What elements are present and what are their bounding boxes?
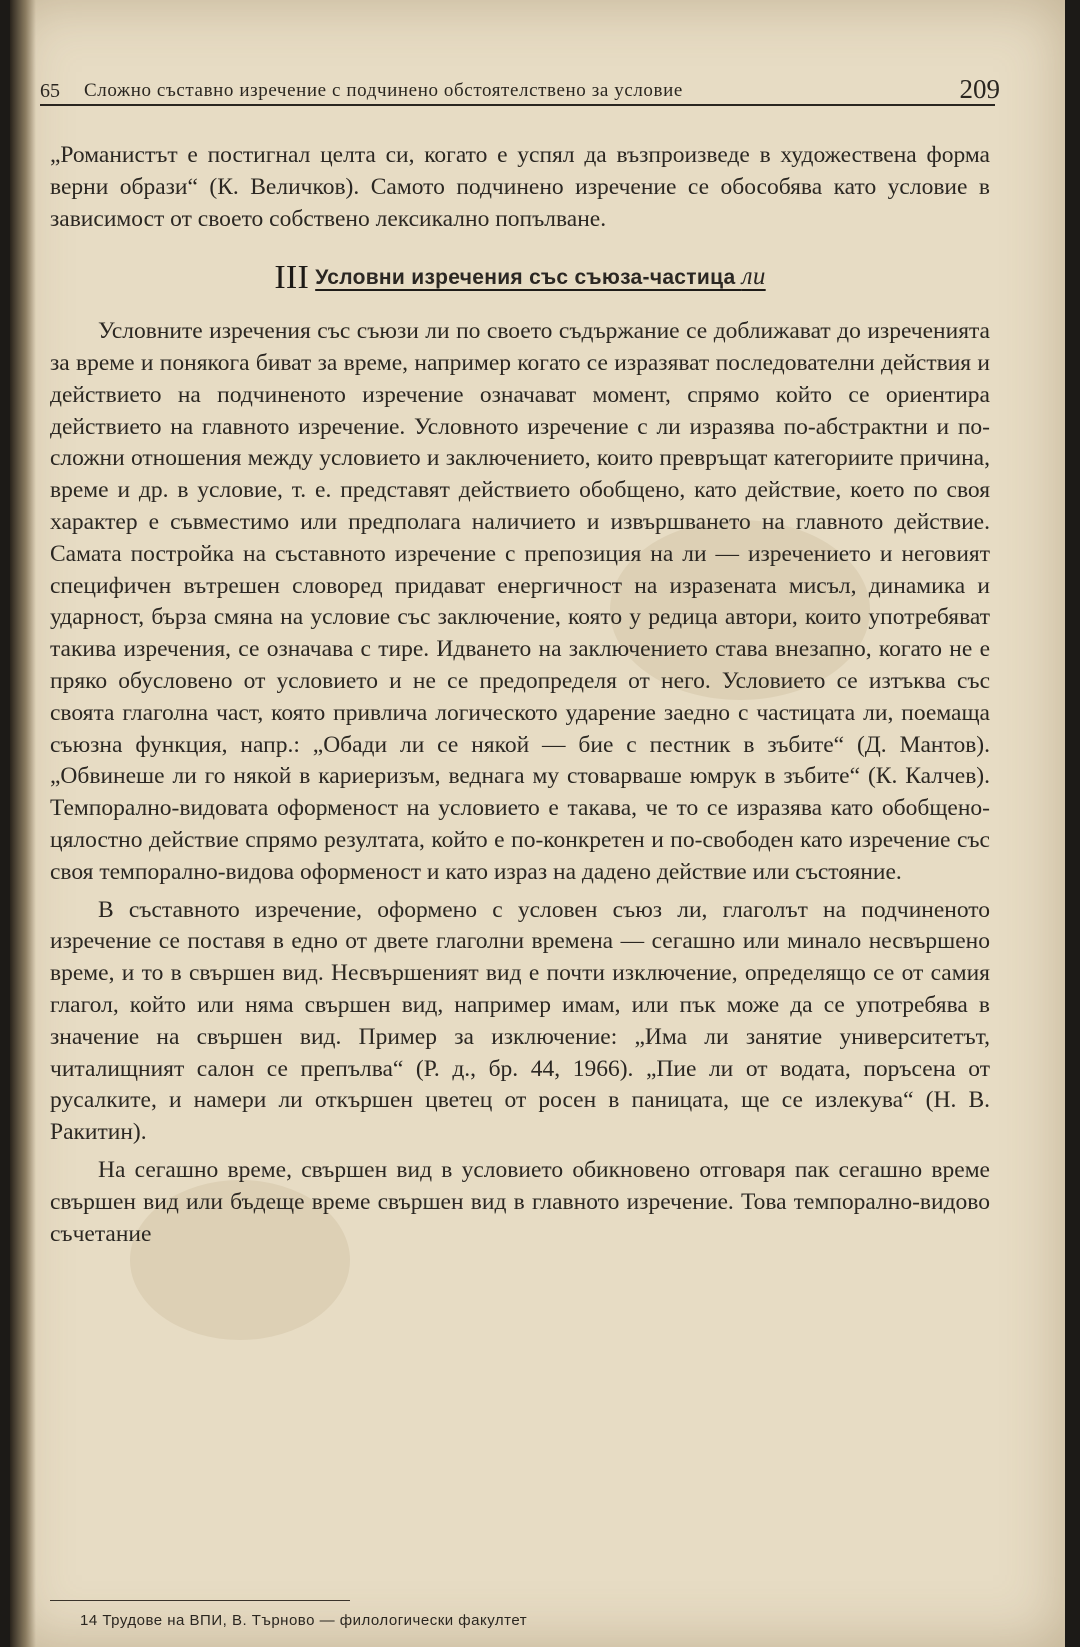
book-page xyxy=(10,0,1065,1647)
body-text xyxy=(50,140,990,1250)
heading-italic: ли xyxy=(741,263,766,291)
section-number: 65 xyxy=(40,80,60,102)
running-header xyxy=(40,76,1000,112)
page-number: 209 xyxy=(959,74,1000,104)
header-title: Сложно съставно изречение с подчинено обстоятелствено за условие xyxy=(84,80,683,101)
paragraph-2: Условните изречения със съюзи ли по своето съдържание се доближават до изреченията за време и понякога биват за време, например когато се изразяват последователни действия и действието на подчиненото изречение означават момент, спрямо който се ориентира действието на главното изречение. Условното изречение с ли изразява по-абстрактни и по-сложни отношения между условието и заключението, които превръщат категориите причина, време и др. в условие, т. е. представят действието обобщено, като действие, което по своя характер е съвместимо или предполага наличието и извършването на главното действие. Самата постройка на съставното изречение с препозиция на ли — изречението и неговият специфичен вътрешен словоред придават енергичност на изразената мисъл, динамика и ударност, бърза смяна на условие със заключение, която у редица автори, които употребяват такива изречения, се означава с тире. Идването на заключението става внезапно, когато не е пряко обусловено от условието и не се предопределя от него. Условието се изтъква със своята глаголна част, която привлича логическото ударение заедно с частицата ли, поемаща съюзна функция, напр.: „Обади ли се някой — бие с пестник в зъбите“ (Д. Мантов). „Обвинеше ли го някой в кариеризъм, веднага му стоварваше юмрук в зъбите“ (К. Калчев). Темпорално-видовата оформеност на условието е такава, че то се изразява като обобщено-цялостно действие спрямо резултата, който е по-конкретен и по-свободен като изречение със своя темпорално-видова оформеност и като израз на дадено действие или състояние. xyxy=(50,318,990,885)
section-heading xyxy=(50,259,990,297)
footer-rule xyxy=(50,1600,350,1601)
paragraph-3: В съставното изречение, оформено с условен съюз ли, глаголът на подчиненото изречение се поставя в едно от двете глаголни времена — сегашно или минало несвършено време, и то в свършен вид. Несвършеният вид е почти изключение, определящо се от самия глагол, който или няма свършен вид, например имам, или пък може да се употребява в значение на свършен вид. Пример за изключение: „Има ли занятие университетът, читалищният салон се препълва“ (Р. д., бр. 44, 1966). „Пие ли от водата, поръсена от русалките, и намери ли откършен цветец от росен в паницата, ще се излекува“ (Н. В. Ракитин). xyxy=(50,896,990,1146)
page-binding-shadow xyxy=(10,0,36,1647)
paragraph-1: „Романистът е постигнал целта си, когато е успял да възпроизведе в художествена форма верни образи“ (К. Величков). Самото подчинено изречение се обособява като условие в зависимост от своето собствено лексикално попълване. xyxy=(50,142,990,232)
header-rule xyxy=(40,104,995,106)
paragraph-4: На сегашно време, свършен вид в условието обикновено отговаря пак сегашно време свършен вид или бъдеще време свършен вид в главното изречение. Това темпорално-видово съчетание xyxy=(50,1156,990,1247)
handwritten-numeral: III xyxy=(274,259,310,297)
heading-text: Условни изречения със съюза-частица xyxy=(315,266,742,290)
page-footer: 14 Трудове на ВПИ, В. Търново — филологически факултет xyxy=(80,1612,528,1629)
